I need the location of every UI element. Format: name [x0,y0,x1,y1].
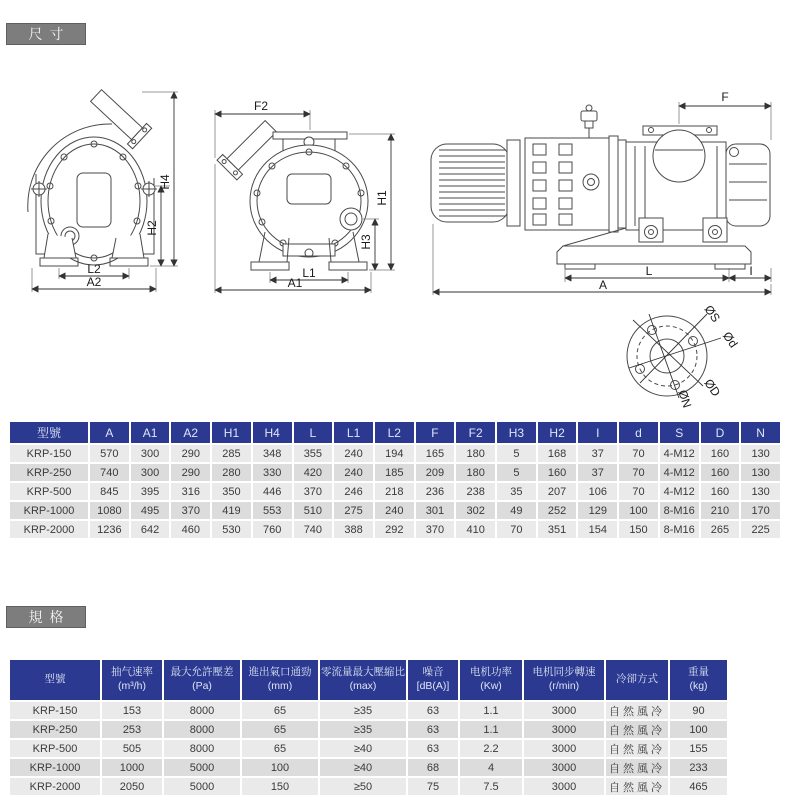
value-cell: 370 [294,483,333,500]
dim-label-l2: L2 [87,262,101,276]
value-cell: 233 [670,759,727,776]
value-cell: 225 [741,521,780,538]
value-cell: 180 [456,445,495,462]
drawing-side-view [413,88,790,300]
value-cell: 160 [701,464,740,481]
value-cell: 自然風冷 [606,740,668,757]
value-cell: 3000 [524,759,604,776]
dim-label-flange-d-big: ØD [701,376,724,400]
model-cell: KRP-2000 [10,778,100,795]
value-cell: 8-M16 [660,521,699,538]
value-cell: 自然風冷 [606,721,668,738]
column-header: 重量 (kg) [670,660,727,700]
value-cell: 570 [90,445,129,462]
drawing-flange-detail [605,298,780,408]
value-cell: 70 [497,521,536,538]
table-row [10,483,780,500]
value-cell: 246 [334,483,373,500]
dimensions-table [8,420,782,540]
table-row [10,740,727,757]
column-header: F2 [456,422,495,443]
value-cell: 280 [212,464,251,481]
table-row [10,721,727,738]
specs-table-body [10,702,727,795]
dim-label-h3: H3 [359,234,373,250]
value-cell: 155 [670,740,727,757]
value-cell: 63 [408,702,458,719]
dimensions-table-header-row [10,422,780,443]
column-header: A [90,422,129,443]
model-cell: KRP-500 [10,483,88,500]
column-header: I [578,422,617,443]
value-cell: 3000 [524,702,604,719]
column-header: 零流量最大壓縮比 (max) [320,660,406,700]
dim-label-h2: H2 [145,220,159,236]
dim-label-f: F [721,90,729,104]
value-cell: 3000 [524,740,604,757]
column-header: 進出氣口通勁 (mm) [242,660,318,700]
dim-label-h4: H4 [158,174,172,190]
model-cell: KRP-150 [10,445,88,462]
column-header: d [619,422,658,443]
value-cell: 150 [619,521,658,538]
table-row [10,464,780,481]
value-cell: 760 [253,521,292,538]
value-cell: 845 [90,483,129,500]
value-cell: 70 [619,464,658,481]
value-cell: 65 [242,702,318,719]
section-label-dimensions: 尺寸 [6,23,86,45]
value-cell: 100 [619,502,658,519]
dim-label-flange-d-small: Ød [719,329,741,351]
column-header: A1 [131,422,170,443]
value-cell: 154 [578,521,617,538]
dim-label-i: I [749,264,753,278]
value-cell: 1.1 [460,721,522,738]
column-header: A2 [171,422,210,443]
value-cell: 75 [408,778,458,795]
column-header: 噪音 [dB(A)] [408,660,458,700]
table-row [10,778,727,795]
value-cell: 351 [538,521,577,538]
value-cell: 70 [619,483,658,500]
value-cell: 290 [171,464,210,481]
model-cell: KRP-1000 [10,759,100,776]
value-cell: 8-M16 [660,502,699,519]
column-header: 型號 [10,422,88,443]
value-cell: 153 [102,702,162,719]
value-cell: 37 [578,445,617,462]
value-cell: 253 [102,721,162,738]
drawing-front-view [12,86,202,298]
value-cell: 642 [131,521,170,538]
value-cell: 446 [253,483,292,500]
pump-side-outline [431,105,770,269]
value-cell: 194 [375,445,414,462]
value-cell: 129 [578,502,617,519]
value-cell: 460 [171,521,210,538]
value-cell: 160 [701,483,740,500]
value-cell: 150 [242,778,318,795]
value-cell: 4 [460,759,522,776]
value-cell: 130 [741,464,780,481]
dim-label-l1: L1 [302,266,316,280]
value-cell: 209 [416,464,455,481]
value-cell: 170 [741,502,780,519]
column-header: D [701,422,740,443]
value-cell: 275 [334,502,373,519]
value-cell: 130 [741,445,780,462]
dimensions-table-body [10,445,780,538]
column-header: 抽气速率 (m³/h) [102,660,162,700]
value-cell: ≥35 [320,721,406,738]
value-cell: 65 [242,721,318,738]
table-row [10,702,727,719]
value-cell: 302 [456,502,495,519]
column-header: H2 [538,422,577,443]
column-header: L2 [375,422,414,443]
section-label-specs: 規格 [6,606,86,628]
value-cell: 63 [408,740,458,757]
value-cell: 7.5 [460,778,522,795]
value-cell: 100 [670,721,727,738]
value-cell: 740 [90,464,129,481]
value-cell: 530 [212,521,251,538]
value-cell: 165 [416,445,455,462]
value-cell: 5 [497,464,536,481]
value-cell: 252 [538,502,577,519]
value-cell: 1236 [90,521,129,538]
value-cell: 自然風冷 [606,778,668,795]
dim-label-h1: H1 [375,190,389,206]
model-cell: KRP-500 [10,740,100,757]
value-cell: 419 [212,502,251,519]
dim-label-a1: A1 [287,276,303,290]
value-cell: 300 [131,464,170,481]
value-cell: 370 [416,521,455,538]
column-header: H1 [212,422,251,443]
pump-rear-outline [217,116,368,270]
model-cell: KRP-250 [10,464,88,481]
drawing-rear-view [203,86,408,301]
value-cell: 5 [497,445,536,462]
value-cell: 8000 [164,721,240,738]
value-cell: 2.2 [460,740,522,757]
value-cell: 168 [538,445,577,462]
table-row [10,759,727,776]
value-cell: 510 [294,502,333,519]
column-header: 最大允許壓差 (Pa) [164,660,240,700]
column-header: 冷卻方式 [606,660,668,700]
value-cell: 63 [408,721,458,738]
value-cell: 290 [171,445,210,462]
pump-front-outline [28,85,157,266]
value-cell: 160 [538,464,577,481]
value-cell: 348 [253,445,292,462]
model-cell: KRP-2000 [10,521,88,538]
model-cell: KRP-150 [10,702,100,719]
value-cell: 2050 [102,778,162,795]
value-cell: 465 [670,778,727,795]
value-cell: 210 [701,502,740,519]
column-header: S [660,422,699,443]
value-cell: 240 [375,502,414,519]
value-cell: 3000 [524,778,604,795]
value-cell: ≥40 [320,740,406,757]
flange-dimensions [629,303,741,410]
value-cell: 35 [497,483,536,500]
value-cell: 370 [171,502,210,519]
value-cell: 4-M12 [660,483,699,500]
specs-table [8,658,729,797]
value-cell: 5000 [164,778,240,795]
value-cell: 8000 [164,740,240,757]
value-cell: ≥40 [320,759,406,776]
value-cell: 130 [741,483,780,500]
table-row [10,445,780,462]
value-cell: 330 [253,464,292,481]
table-row [10,521,780,538]
value-cell: 70 [619,445,658,462]
value-cell: 自然風冷 [606,759,668,776]
column-header: L1 [334,422,373,443]
value-cell: 3000 [524,721,604,738]
value-cell: 自然風冷 [606,702,668,719]
value-cell: 1080 [90,502,129,519]
value-cell: 388 [334,521,373,538]
value-cell: 265 [701,521,740,538]
value-cell: 90 [670,702,727,719]
dim-label-f2: F2 [253,99,269,113]
dim-label-a: A [598,278,608,292]
value-cell: 106 [578,483,617,500]
value-cell: ≥35 [320,702,406,719]
value-cell: ≥50 [320,778,406,795]
specs-table-header-row [10,660,727,700]
value-cell: 185 [375,464,414,481]
model-cell: KRP-250 [10,721,100,738]
value-cell: 420 [294,464,333,481]
value-cell: 180 [456,464,495,481]
value-cell: 740 [294,521,333,538]
table-row [10,502,780,519]
value-cell: 300 [131,445,170,462]
value-cell: 4-M12 [660,445,699,462]
column-header: 电机功率 (Kw) [460,660,522,700]
value-cell: 238 [456,483,495,500]
value-cell: 100 [242,759,318,776]
value-cell: 1.1 [460,702,522,719]
value-cell: 410 [456,521,495,538]
value-cell: 236 [416,483,455,500]
value-cell: 350 [212,483,251,500]
dim-label-l: L [645,264,653,278]
value-cell: 316 [171,483,210,500]
value-cell: 301 [416,502,455,519]
column-header: F [416,422,455,443]
dim-label-a2: A2 [86,275,102,289]
value-cell: 49 [497,502,536,519]
value-cell: 495 [131,502,170,519]
value-cell: 395 [131,483,170,500]
value-cell: 1000 [102,759,162,776]
value-cell: 292 [375,521,414,538]
value-cell: 37 [578,464,617,481]
column-header: 电机同步轉速 (r/min) [524,660,604,700]
column-header: 型號 [10,660,100,700]
value-cell: 505 [102,740,162,757]
value-cell: 4-M12 [660,464,699,481]
value-cell: 285 [212,445,251,462]
value-cell: 218 [375,483,414,500]
value-cell: 355 [294,445,333,462]
column-header: H3 [497,422,536,443]
value-cell: 8000 [164,702,240,719]
value-cell: 240 [334,445,373,462]
dim-label-flange-n: ØN [675,388,695,410]
value-cell: 553 [253,502,292,519]
value-cell: 65 [242,740,318,757]
column-header: H4 [253,422,292,443]
column-header: L [294,422,333,443]
value-cell: 207 [538,483,577,500]
value-cell: 5000 [164,759,240,776]
model-cell: KRP-1000 [10,502,88,519]
value-cell: 240 [334,464,373,481]
value-cell: 68 [408,759,458,776]
column-header: N [741,422,780,443]
dim-label-flange-s: ØS [701,302,723,325]
value-cell: 160 [701,445,740,462]
